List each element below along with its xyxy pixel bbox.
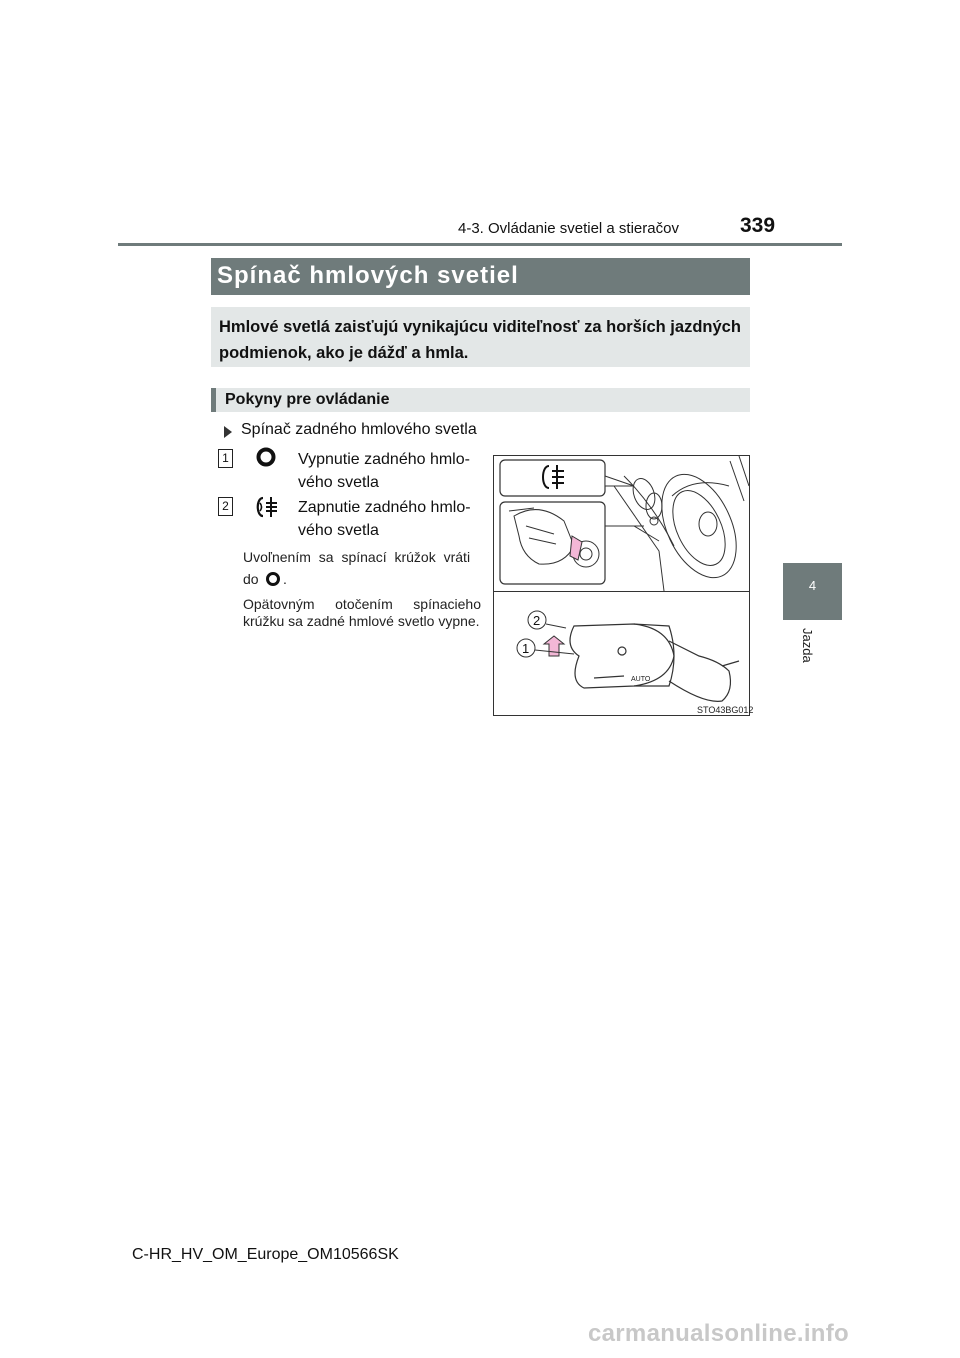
bullet-heading: Spínač zadného hmlového svetla: [241, 421, 477, 438]
section-reference: 4-3. Ovládanie svetiel a stieračov: [458, 220, 679, 237]
item-number-1: 1: [218, 449, 233, 468]
figure-drawing: [494, 456, 749, 715]
watermark: carmanualsonline.info: [588, 1320, 850, 1347]
item-text-2: Zapnutie zadného hmlo-vého svetla: [298, 499, 471, 539]
note-release-end: .: [283, 571, 287, 587]
item-text-1: Vypnutie zadného hmlo-vého svetla: [298, 451, 470, 491]
off-ring-icon: [265, 571, 281, 592]
chapter-label: [800, 628, 820, 688]
auto-label: AUTO: [631, 676, 651, 683]
figure-callout-1: 1: [522, 641, 530, 656]
intro-text: Hmlové svetlá zaisťujú vynikajúcu viditeľnosť za horších jazdných podmienok, ako je dážď a hmla.: [219, 318, 741, 362]
note-turn-off: Opätovným otočením spínacieho krúžku sa zadné hmlové svetlo vypne.: [243, 596, 481, 629]
chapter-number: 4: [808, 578, 817, 593]
header-rule: [118, 243, 842, 246]
subheading-accent: [211, 388, 216, 412]
page-title: Spínač hmlových svetiel: [217, 262, 519, 289]
item-number-2: 2: [218, 497, 233, 516]
figure-illustration: [493, 455, 750, 716]
document-footer: C-HR_HV_OM_Europe_OM10566SK: [132, 1246, 399, 1263]
figure-callout-2: 2: [533, 613, 541, 628]
note-release-do: do: [243, 571, 259, 587]
off-ring-icon: [255, 446, 277, 473]
bullet-arrow-icon: [224, 426, 232, 438]
chapter-label-text: Jazda: [800, 628, 815, 663]
figure-divider: [493, 591, 750, 592]
page-number: 339: [740, 214, 776, 237]
subheading: Pokyny pre ovládanie: [225, 391, 390, 408]
rear-fog-light-icon: [253, 495, 279, 524]
figure-code: STO43BG012: [697, 705, 754, 715]
note-release: Uvoľnením sa spínací krúžok vráti: [243, 549, 471, 565]
